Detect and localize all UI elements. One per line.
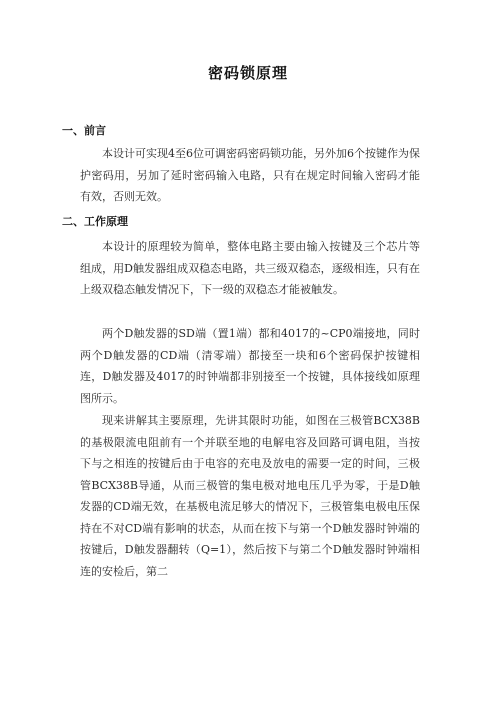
- section-heading-working-principle: 二、工作原理: [62, 215, 128, 228]
- principle-paragraph-3: 现来讲解其主要原理，先讲其限时功能，如图在三极管BCX38B的基极限流电阻前有一个并联至地的电解电容及回路可调电阻，当按下与之相连的按键后由于电容的充电及放电的需要一定的时间，三极管BCX38B导通，从而三极管的集电极对地电压几乎为零，于是D触发器的CD端无效，在基极电流足够大的情况下，三极管集电极电压保持在不对CD端有影响的状态，从而在按下与第一个D触发器时钟端的按键后，D触发器翻转（Q=1），然后按下与第二个D触发器时钟端相连的安检后，第二: [80, 414, 420, 578]
- principle-paragraph-1: 本设计的原理较为简单，整体电路主要由输入按键及三个芯片等组成，用D触发器组成双稳态电路，共三级双稳态，逐级相连，只有在上级双稳态触发情况下，下一级的双稳态才能被触发。: [80, 240, 420, 296]
- principle-paragraph-2: 两个D触发器的SD端（置1端）都和4017的~CP0端接地，同时两个D触发器的CD端（清零端）都接至一块和6个密码保护按键相连，D触发器及4017的时钟端都非别接至一个按键，具体接线如原理图所示。: [80, 327, 420, 405]
- section-heading-preface: 一、前言: [62, 124, 106, 137]
- preface-paragraph: 本设计可实现4至6位可调密码密码锁功能，另外加6个按键作为保护密码用，另加了延时密码输入电路，只有在规定时间输入密码才能有效，否则无效。: [80, 147, 420, 203]
- page-title: 密码锁原理: [207, 64, 288, 82]
